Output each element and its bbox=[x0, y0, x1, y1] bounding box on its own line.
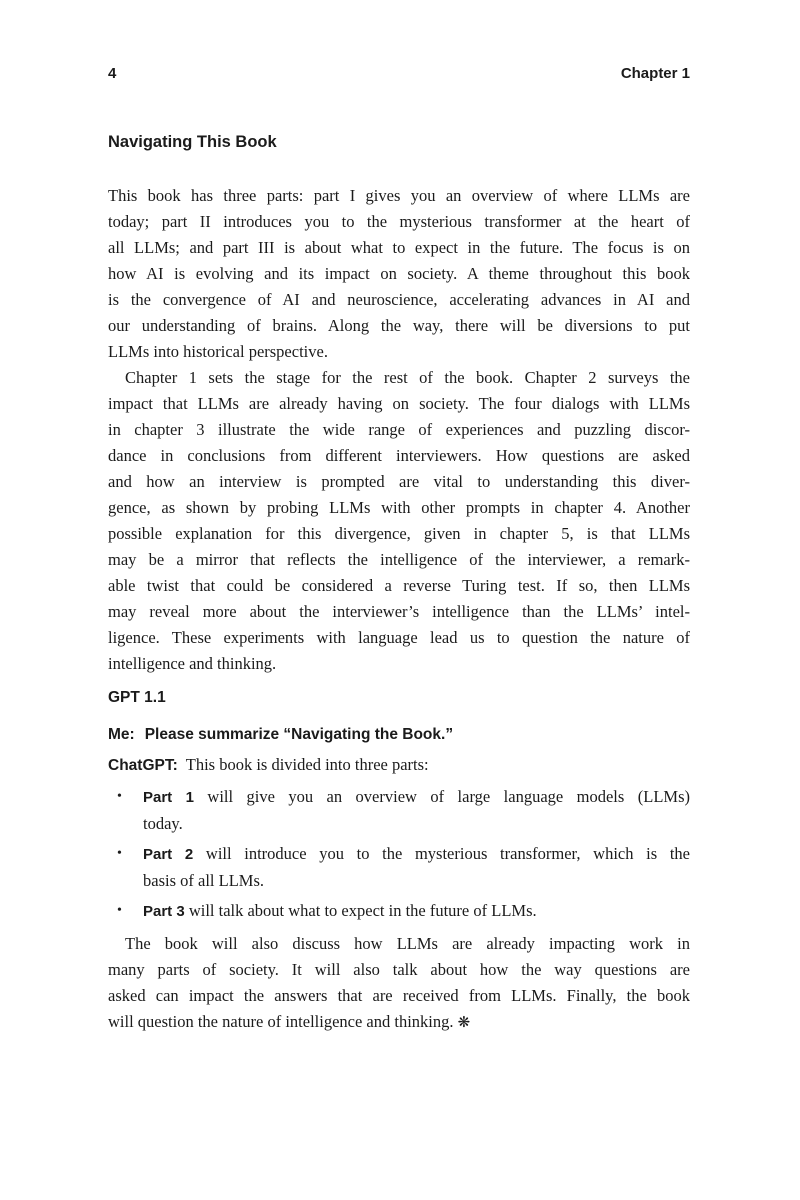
bullet-bold-label: Part 3 bbox=[143, 903, 185, 920]
dialog-label: GPT 1.1 bbox=[108, 689, 166, 706]
me-text: Please summarize “Navigating the Book.” bbox=[144, 726, 454, 743]
text-line: today; part II introduces you to the mysterious transformer at the heart of bbox=[108, 212, 690, 231]
text-line: many parts of society. It will also talk about how the way questions are bbox=[108, 960, 690, 979]
end-ornament-icon: ❋ bbox=[457, 1013, 471, 1031]
text-line: Chapter 1 sets the stage for the rest of the book. Chapter 2 surveys the bbox=[125, 368, 690, 387]
text-line: The book will also discuss how LLMs are already impacting work in bbox=[125, 934, 690, 953]
bullet-bold-label: Part 1 bbox=[143, 789, 194, 806]
me-label: Me: bbox=[108, 726, 135, 743]
bullet-icon: • bbox=[117, 846, 122, 861]
chatgpt-text: This book is divided into three parts: bbox=[185, 755, 429, 774]
paragraph-chapters bbox=[108, 365, 690, 677]
paragraph-closing bbox=[108, 931, 690, 1035]
bullet-item bbox=[108, 841, 690, 894]
text-line: This book has three parts: part I gives you an overview of where LLMs are bbox=[108, 186, 690, 205]
bullet-bold-label: Part 2 bbox=[143, 846, 194, 863]
text-line: basis of all LLMs. bbox=[143, 871, 264, 890]
bullet-item bbox=[108, 784, 690, 837]
paragraph-intro bbox=[108, 183, 690, 365]
text-line: will question the nature of intelligence and thinking. ❋ bbox=[108, 1012, 471, 1031]
text-line: may reveal more about the interviewer’s intelligence than the LLMs’ intel- bbox=[108, 602, 690, 621]
text-line: may be a mirror that reflects the intelligence of the interviewer, a remark- bbox=[108, 550, 690, 569]
section-heading: Navigating This Book bbox=[108, 133, 277, 151]
text-line: dance in conclusions from different interviewers. How questions are asked bbox=[108, 446, 690, 465]
page-number: 4 bbox=[108, 65, 117, 82]
text-line: able twist that could be considered a reverse Turing test. If so, then LLMs bbox=[108, 576, 690, 595]
me-line bbox=[108, 722, 690, 748]
text-line: gence, as shown by probing LLMs with other prompts in chapter 4. Another bbox=[108, 498, 690, 517]
text-line: in chapter 3 illustrate the wide range of experiences and puzzling discor- bbox=[108, 420, 690, 439]
text-line: how AI is evolving and its impact on society. A theme throughout this book bbox=[108, 264, 690, 283]
bullet-icon: • bbox=[117, 789, 122, 804]
text-line: all LLMs; and part III is about what to expect in the future. The focus is on bbox=[108, 238, 690, 257]
bullet-item bbox=[108, 898, 690, 925]
running-head: Chapter 1 bbox=[620, 65, 690, 82]
text-line: intelligence and thinking. bbox=[108, 654, 277, 673]
text-line: our understanding of brains. Along the way, there will be diversions to put bbox=[108, 316, 690, 335]
text-line: asked can impact the answers that are received from LLMs. Finally, the book bbox=[108, 986, 690, 1005]
text-line: Part 3 will talk about what to expect in the future of LLMs. bbox=[143, 901, 537, 920]
bullet-list bbox=[108, 784, 690, 925]
text-line: Part 2 will introduce you to the mysterious transformer, which is the bbox=[143, 844, 690, 863]
text-line: impact that LLMs are already having on society. The four dialogs with LLMs bbox=[108, 394, 690, 413]
chatgpt-label: ChatGPT: bbox=[108, 757, 178, 774]
bullet-icon: • bbox=[117, 903, 122, 918]
chatgpt-line bbox=[108, 752, 690, 779]
text-line: ligence. These experiments with language lead us to question the nature of bbox=[108, 628, 690, 647]
text-line: and how an interview is prompted are vital to understanding this diver- bbox=[108, 472, 690, 491]
page-header bbox=[108, 64, 690, 84]
text-line: LLMs into historical perspective. bbox=[108, 342, 328, 361]
text-line: possible explanation for this divergence, given in chapter 5, is that LLMs bbox=[108, 524, 690, 543]
text-line: today. bbox=[143, 814, 183, 833]
page-content bbox=[108, 0, 690, 1035]
text-line: is the convergence of AI and neuroscience, accelerating advances in AI and bbox=[108, 290, 690, 309]
text-line: Part 1 will give you an overview of large language models (LLMs) bbox=[143, 787, 690, 806]
